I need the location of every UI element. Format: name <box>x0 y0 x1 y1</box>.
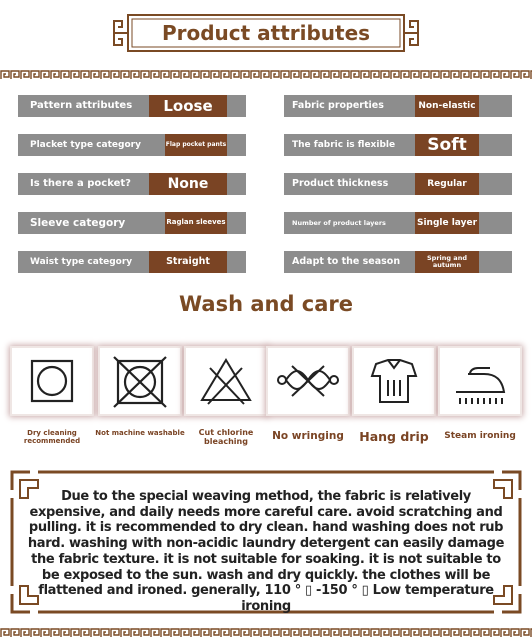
care-card-no-wring <box>268 348 348 414</box>
attr-row-fabric-properties <box>284 95 512 117</box>
attr-row-sleeve <box>18 212 246 234</box>
care-card-bleach <box>186 348 266 414</box>
attr-label: Sleeve category <box>30 217 126 229</box>
dry-cleaning-icon <box>12 348 92 414</box>
attr-value: None <box>149 173 227 195</box>
attr-label: Adapt to the season <box>292 256 401 267</box>
attr-label: The fabric is flexible <box>292 140 396 150</box>
attr-label: Pattern attributes <box>30 100 133 111</box>
page-title: Product attributes <box>161 21 371 45</box>
care-card-no-machine <box>100 348 180 414</box>
care-label: Dry cleaning recommended <box>23 429 81 445</box>
attr-value: Straight <box>149 251 227 273</box>
attr-value: Single layer <box>415 212 479 234</box>
title-banner <box>106 12 426 54</box>
care-label: Hang drip <box>359 429 429 444</box>
cut-chlorine-bleach-icon <box>186 348 266 414</box>
care-label: No wringing <box>272 430 344 442</box>
attr-value: Soft <box>415 134 479 156</box>
attr-label: Product thickness <box>292 178 389 189</box>
attr-row-pattern <box>18 95 246 117</box>
attr-label: Placket type category <box>30 140 141 150</box>
attr-row-thickness <box>284 173 512 195</box>
attr-row-layers <box>284 212 512 234</box>
attr-row-waist <box>18 251 246 273</box>
attr-value: Loose <box>149 95 227 117</box>
attr-value: Raglan sleeves <box>165 212 227 234</box>
care-label: Not machine washable <box>95 429 185 437</box>
care-card-hang-drip <box>354 348 434 414</box>
care-notice-text: Due to the special weaving method, the fabric is relatively expensive, and daily needs more careful care. avoid scratching and pulling. it is recommended to dry clean. hand washing does not rub hard. washing with non-acidic laundry detergent can easily damage the fabric texture. it is not suitable for soaking. it is not suitable to be exposed to the sun. wash and dry quickly. the clothes will be flattened and ironed. generally, 110 ° ▯ -150 ° ▯ Low temperature ironing <box>27 489 505 614</box>
attr-label: Fabric properties <box>292 100 384 111</box>
hang-drip-icon <box>354 348 434 414</box>
wash-care-title: Wash and care <box>178 292 354 316</box>
care-label: Cut chlorine bleaching <box>198 428 254 446</box>
no-machine-wash-icon <box>100 348 180 414</box>
attr-label: Waist type category <box>30 257 133 267</box>
attr-value: Non-elastic <box>415 95 479 117</box>
attr-row-flexible <box>284 134 512 156</box>
attr-value: Regular <box>415 173 479 195</box>
attr-label: Is there a pocket? <box>30 178 131 189</box>
attr-row-season <box>284 251 512 273</box>
attr-value: Flap pocket pants <box>165 134 227 156</box>
care-card-dry-clean <box>12 348 92 414</box>
care-label: Steam ironing <box>444 431 516 441</box>
care-card-steam-iron <box>440 348 520 414</box>
greek-key-border-top <box>0 70 532 80</box>
attr-row-pocket <box>18 173 246 195</box>
greek-key-border-bottom <box>0 628 532 638</box>
attr-row-placket <box>18 134 246 156</box>
attr-label: Number of product layers <box>292 219 386 227</box>
steam-iron-icon <box>440 348 520 414</box>
attr-value: Spring and autumn <box>415 251 479 273</box>
no-wringing-icon <box>268 348 348 414</box>
